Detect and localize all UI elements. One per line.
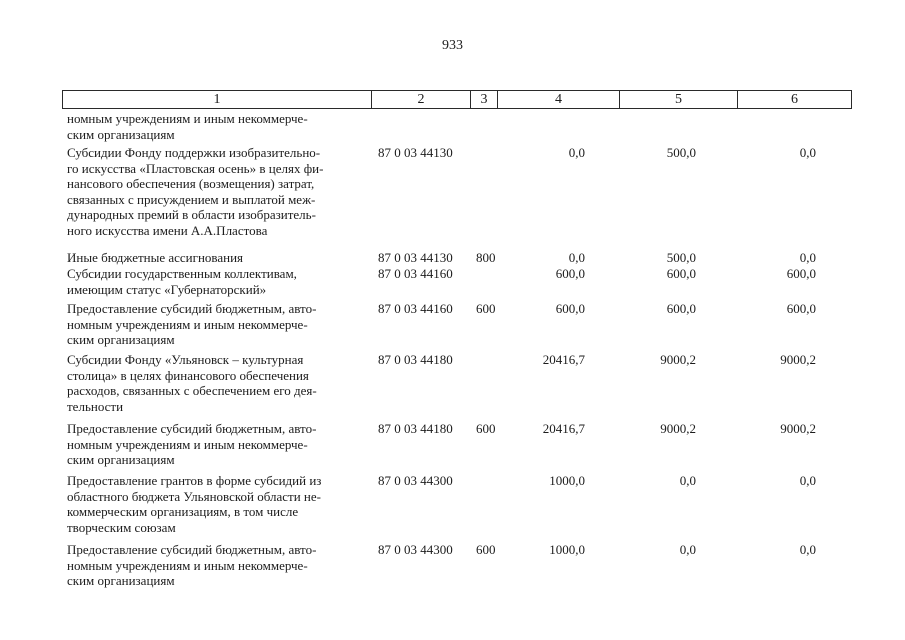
- row-name-line: коммерческим организациям, в том числе: [67, 504, 299, 519]
- row-value-col5: 0,0: [679, 473, 696, 488]
- row-value-col4: 600,0: [555, 266, 585, 281]
- header-col-4: 4: [498, 91, 620, 108]
- row-target-code: 87 0 03 44180: [378, 421, 453, 436]
- row-name-line: областного бюджета Ульяновской области не-: [67, 488, 321, 504]
- header-col-3: 3: [471, 91, 498, 108]
- row-name-line: ским организациям: [67, 126, 175, 142]
- row-name-line: номным учреждениям и иным некоммерче-: [67, 111, 308, 126]
- row-name-line: ским организациям: [67, 573, 175, 588]
- row-value-col5: 600,0: [666, 266, 696, 281]
- row-name-line: Предоставление субсидий бюджетным, авто-: [67, 542, 317, 557]
- row-name-line: дународных премий в области изобразитель-: [67, 207, 316, 222]
- row-target-code: 87 0 03 44300: [378, 542, 453, 557]
- row-name-line: ного искусства имени А.А.Пластова: [67, 222, 268, 238]
- row-name-line: тельности: [67, 398, 124, 414]
- row-value-col5: 600,0: [666, 301, 696, 316]
- row-name: [67, 301, 363, 348]
- row-target-code: 87 0 03 44160: [378, 301, 453, 316]
- row-target-code: 87 0 03 44180: [378, 352, 453, 367]
- row-value-col5: 0,0: [679, 542, 696, 557]
- row-name: [67, 421, 363, 468]
- header-col-2: 2: [372, 91, 471, 108]
- header-col-5: 5: [620, 91, 738, 108]
- row-name-line: Предоставление грантов в форме субсидий из: [67, 473, 322, 488]
- row-value-col5: 500,0: [666, 250, 696, 265]
- row-name: [67, 542, 363, 589]
- row-name-line: имеющим статус «Губернаторский»: [67, 281, 267, 297]
- row-name-line: го искусства «Пластовская осень» в целях фи-: [67, 160, 324, 176]
- row-value-col4: 20416,7: [542, 421, 585, 436]
- row-value-col6: 0,0: [799, 145, 816, 160]
- row-name-line: Субсидии Фонду «Ульяновск – культурная: [67, 352, 304, 367]
- row-name-line: Предоставление субсидий бюджетным, авто-: [67, 421, 317, 436]
- row-name: [67, 250, 363, 266]
- row-target-code: 87 0 03 44130: [378, 250, 453, 265]
- row-name-line: ским организациям: [67, 332, 175, 347]
- row-expense-type: 800: [476, 250, 496, 265]
- row-target-code: 87 0 03 44160: [378, 266, 453, 281]
- row-value-col6: 9000,2: [780, 352, 816, 367]
- row-name-line: номным учреждениям и иным некоммерче-: [67, 436, 308, 452]
- row-name: [67, 473, 363, 535]
- row-name: [67, 352, 363, 414]
- header-col-6: 6: [791, 92, 798, 107]
- row-value-col4: 0,0: [568, 145, 585, 160]
- row-expense-type: 600: [476, 542, 496, 557]
- row-value-col4: 0,0: [568, 250, 585, 265]
- row-name: [67, 111, 363, 142]
- row-value-col4: 1000,0: [549, 542, 585, 557]
- row-name-line: расходов, связанных с обеспечением его дея-: [67, 383, 317, 398]
- row-expense-type: 600: [476, 421, 496, 436]
- row-name-line: номным учреждениям и иным некоммерче-: [67, 316, 308, 332]
- row-value-col5: 9000,2: [660, 421, 696, 436]
- row-value-col6: 0,0: [799, 542, 816, 557]
- row-name-line: творческим союзам: [67, 519, 176, 535]
- row-target-code: 87 0 03 44300: [378, 473, 453, 488]
- row-value-col5: 500,0: [666, 145, 696, 160]
- row-name-line: столица» в целях финансового обеспечения: [67, 367, 309, 383]
- row-name-line: нансового обеспечения (возмещения) затрат,: [67, 176, 315, 191]
- row-name: [67, 266, 363, 297]
- row-value-col4: 20416,7: [542, 352, 585, 367]
- row-name-line: Субсидии государственным коллективам,: [67, 266, 297, 281]
- row-value-col6: 600,0: [786, 266, 816, 281]
- row-expense-type: 600: [476, 301, 496, 316]
- row-value-col6: 9000,2: [780, 421, 816, 436]
- row-value-col4: 600,0: [555, 301, 585, 316]
- row-target-code: 87 0 03 44130: [378, 145, 453, 160]
- row-value-col4: 1000,0: [549, 473, 585, 488]
- row-value-col6: 0,0: [799, 250, 816, 265]
- header-col-1: 1: [63, 91, 372, 108]
- row-name-line: Предоставление субсидий бюджетным, авто-: [67, 301, 317, 316]
- row-value-col6: 0,0: [799, 473, 816, 488]
- row-name: [67, 145, 363, 238]
- page-number: 933: [442, 38, 463, 53]
- row-value-col6: 600,0: [786, 301, 816, 316]
- row-value-col5: 9000,2: [660, 352, 696, 367]
- row-name-line: связанных с присуждением и выплатой меж-: [67, 191, 316, 207]
- table-header: [62, 90, 852, 109]
- row-name-line: Иные бюджетные ассигнования: [67, 250, 244, 265]
- row-name-line: номным учреждениям и иным некоммерче-: [67, 557, 308, 573]
- row-name-line: Субсидии Фонду поддержки изобразительно-: [67, 145, 321, 160]
- row-name-line: ским организациям: [67, 452, 175, 467]
